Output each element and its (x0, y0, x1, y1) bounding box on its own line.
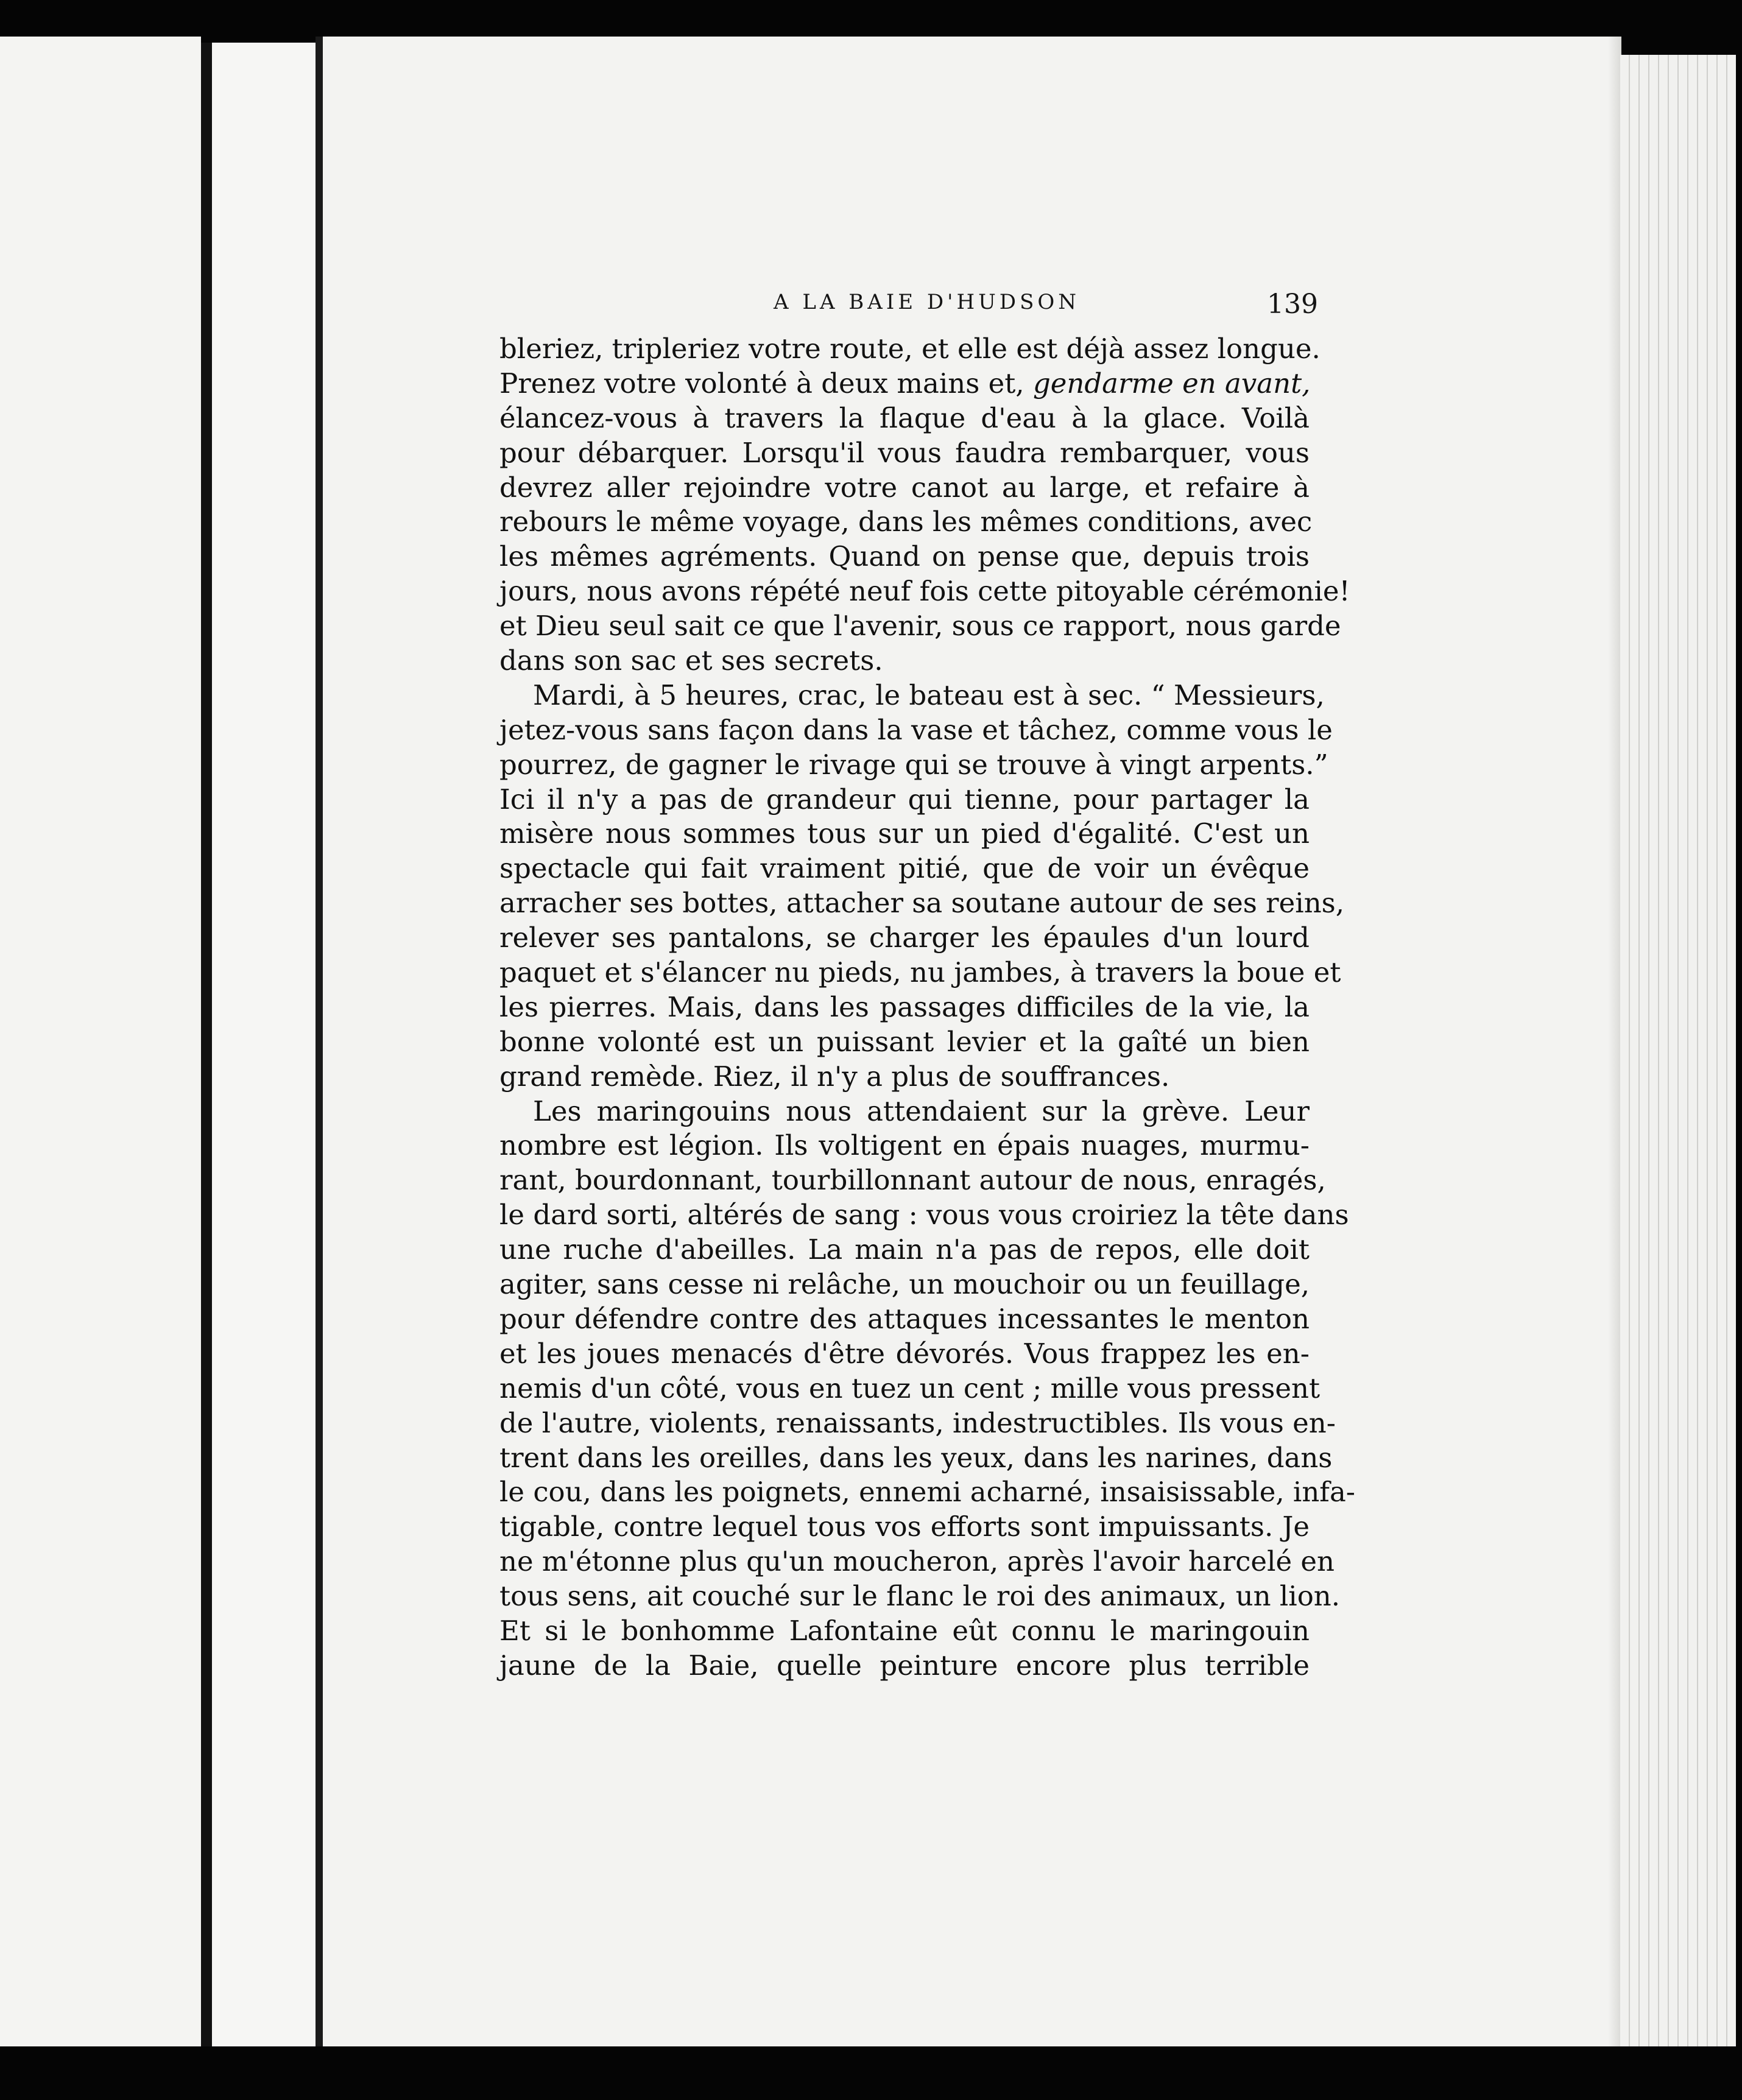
text-line: bonne volonté est un puissant levier et la gaîté un bien (499, 1025, 1310, 1058)
text-line: les pierres. Mais, dans les passages difficiles de la vie, la (499, 990, 1310, 1023)
text-line: paquet et s'élancer nu pieds, nu jambes, à travers la boue et (499, 956, 1341, 989)
running-head: A LA BAIE D'HUDSON (774, 290, 1080, 314)
text-span: Prenez votre volonté à deux mains et, (499, 367, 1024, 400)
text-line: agiter, sans cesse ni relâche, un mouchoir ou un feuillage, (499, 1268, 1310, 1301)
paragraph-start: Mardi, à 5 heures, crac, le bateau est à sec. “ Messieurs, (533, 678, 1325, 711)
text-line: relever ses pantalons, se charger les épaules d'un lourd (499, 921, 1310, 954)
text-line: rebours le même voyage, dans les mêmes conditions, avec (499, 506, 1313, 538)
text-line: et les joues menacés d'être dévorés. Vous frappez les en- (499, 1337, 1310, 1370)
text-line: Et si le bonhomme Lafontaine eût connu le maringouin (499, 1614, 1310, 1647)
gutter-shadow (201, 43, 212, 2046)
facing-page-sliver (212, 43, 316, 2046)
text-line: devrez aller rejoindre votre canot au large, et refaire à (499, 471, 1310, 504)
stacked-page-edges (1620, 55, 1736, 2046)
text-line: misère nous sommes tous sur un pied d'égalité. C'est un (499, 817, 1310, 850)
text-line: les mêmes agréments. Quand on pense que, depuis trois (499, 540, 1310, 573)
page-fold (316, 37, 323, 2046)
text-line: pourrez, de gagner le rivage qui se trouve à vingt arpents.” (499, 748, 1328, 781)
text-line: une ruche d'abeilles. La main n'a pas de repos, elle doit (499, 1233, 1310, 1266)
text-line: grand remède. Riez, il n'y a plus de souffrances. (499, 1060, 1170, 1093)
text-line: ne m'étonne plus qu'un moucheron, après l'avoir harcelé en (499, 1545, 1335, 1578)
facing-page-edge (0, 37, 201, 2046)
text-line: Ici il n'y a pas de grandeur qui tienne, pour partager la (499, 783, 1310, 816)
body-text (499, 332, 1355, 1683)
text-line: arracher ses bottes, attacher sa soutane autour de ses reins, (499, 887, 1345, 920)
italic-phrase: gendarme en avant, (1032, 367, 1311, 400)
text-line: jours, nous avons répété neuf fois cette pitoyable cérémonie! (499, 575, 1350, 608)
page-number: 139 (1267, 289, 1318, 320)
text-line: jetez-vous sans façon dans la vase et tâchez, comme vous le (499, 713, 1333, 746)
text-line: élancez-vous à travers la flaque d'eau à la glace. Voilà (499, 401, 1310, 434)
paragraph-start: Les maringouins nous attendaient sur la grève. Leur (533, 1094, 1310, 1127)
text-line: de l'autre, violents, renaissants, indestructibles. Ils vous en- (499, 1406, 1336, 1439)
text-line: pour défendre contre des attaques incessantes le menton (499, 1302, 1310, 1335)
text-line: dans son sac et ses secrets. (499, 644, 883, 677)
text-line: bleriez, tripleriez votre route, et elle est déjà assez longue. (499, 333, 1321, 365)
text-line: pour débarquer. Lorsqu'il vous faudra rembarquer, vous (499, 436, 1310, 469)
text-line: trent dans les oreilles, dans les yeux, dans les narines, dans (499, 1441, 1333, 1474)
text-line: rant, bourdonnant, tourbillonnant autour de nous, enragés, (499, 1164, 1326, 1197)
text-line: le dard sorti, altérés de sang : vous vous croiriez la tête dans (499, 1199, 1349, 1231)
text-line: tigable, contre lequel tous vos efforts sont impuissants. Je (499, 1510, 1310, 1543)
text-line: nemis d'un côté, vous en tuez un cent ; mille vous pressent (499, 1372, 1321, 1404)
text-line: spectacle qui fait vraiment pitié, que de voir un évêque (499, 852, 1310, 885)
text-line: tous sens, ait couché sur le flanc le roi des animaux, un lion. (499, 1580, 1341, 1613)
text-line: jaune de la Baie, quelle peinture encore plus terrible (499, 1649, 1310, 1682)
page-edge-shadow (1608, 37, 1621, 2046)
text-line: et Dieu seul sait ce que l'avenir, sous ce rapport, nous garde (499, 610, 1341, 643)
text-line: le cou, dans les poignets, ennemi acharné, insaisissable, infa- (499, 1476, 1355, 1509)
text-line: nombre est légion. Ils voltigent en épais nuages, murmu- (499, 1129, 1310, 1162)
text-line (499, 367, 1310, 401)
